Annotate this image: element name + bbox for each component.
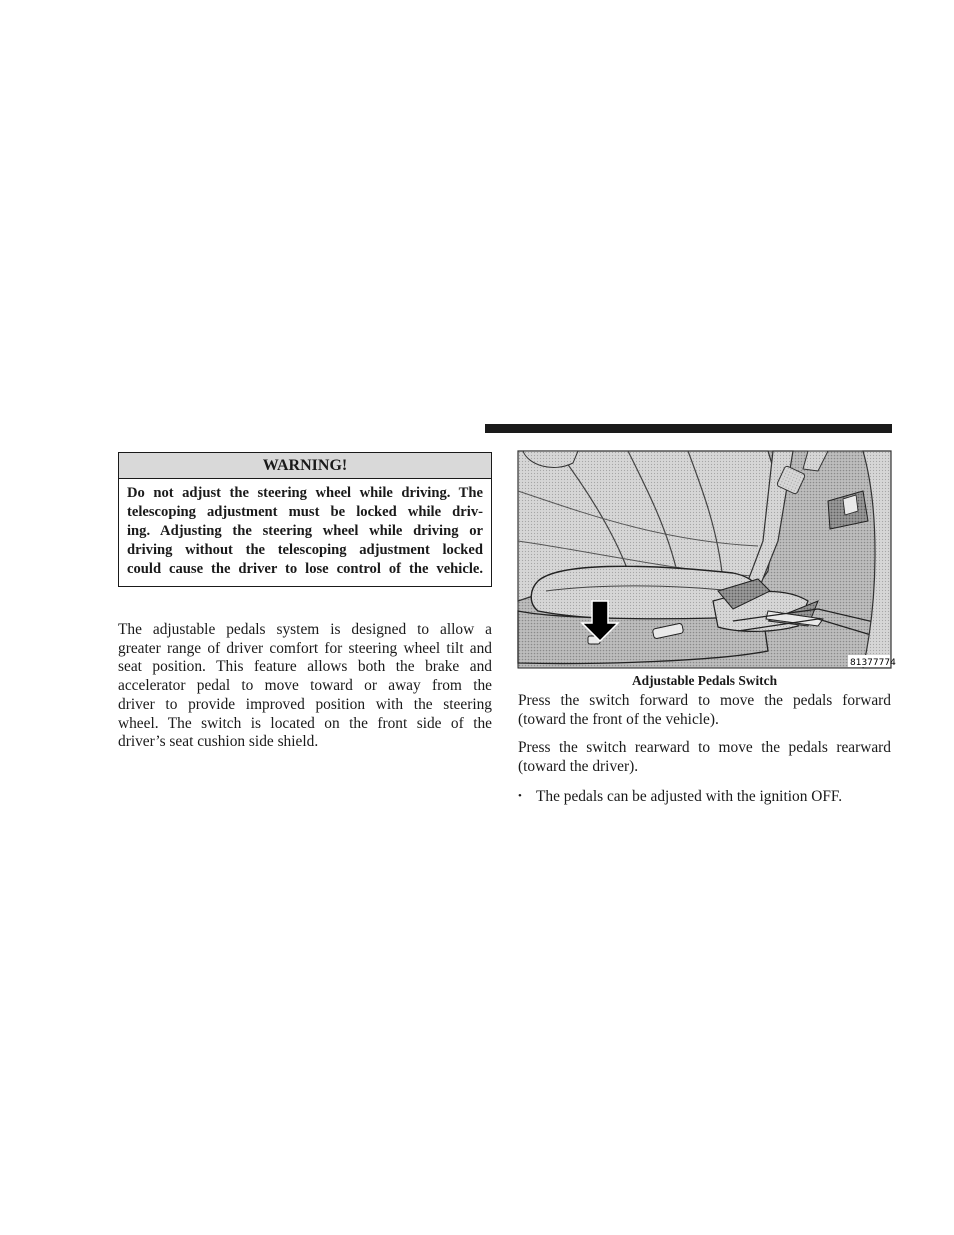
warning-line: driving without the telescoping adjustment locked <box>127 542 483 558</box>
text-line: driver to provide improved position with the steering <box>118 695 492 713</box>
text-line: greater range of driver comfort for steering wheel tilt and <box>118 639 492 657</box>
warning-heading: WARNING! <box>119 453 491 479</box>
intro-paragraph <box>118 621 492 752</box>
text-line: driver’s seat cushion side shield. <box>118 733 319 751</box>
text-line: (toward the driver). <box>518 757 639 775</box>
text-line: accelerator pedal to move toward or away from the <box>118 677 492 695</box>
text-line: The adjustable pedals system is designed to allow a <box>118 621 492 638</box>
figure-code: 81377774 <box>850 658 896 668</box>
warning-text <box>119 479 491 579</box>
bullet-text: The pedals can be adjusted with the ignition OFF. <box>536 788 843 805</box>
warning-line: Do not adjust the steering wheel while driving. The <box>127 485 483 501</box>
text-line: wheel. The switch is located on the front side of the <box>118 714 492 732</box>
forward-paragraph <box>518 692 891 729</box>
bullet-item <box>518 787 891 807</box>
warning-line: could cause the driver to lose control of the vehicle. <box>127 561 483 577</box>
warning-line: telescoping adjustment must be locked while driv- <box>127 504 483 520</box>
text-line: seat position. This feature allows both the brake and <box>118 658 492 676</box>
bullet-icon: • <box>518 790 522 802</box>
figure-caption: Adjustable Pedals Switch <box>631 673 778 688</box>
seat-illustration <box>518 451 896 668</box>
text-line: Press the switch forward to move the pedals forward <box>518 692 891 709</box>
section-rule <box>485 424 892 433</box>
text-line: (toward the front of the vehicle). <box>518 710 719 728</box>
warning-line: ing. Adjusting the steering wheel while driving or <box>127 523 483 539</box>
warning-box <box>118 452 492 587</box>
text-line: Press the switch rearward to move the pedals rearward <box>518 739 891 756</box>
rearward-paragraph <box>518 739 891 776</box>
